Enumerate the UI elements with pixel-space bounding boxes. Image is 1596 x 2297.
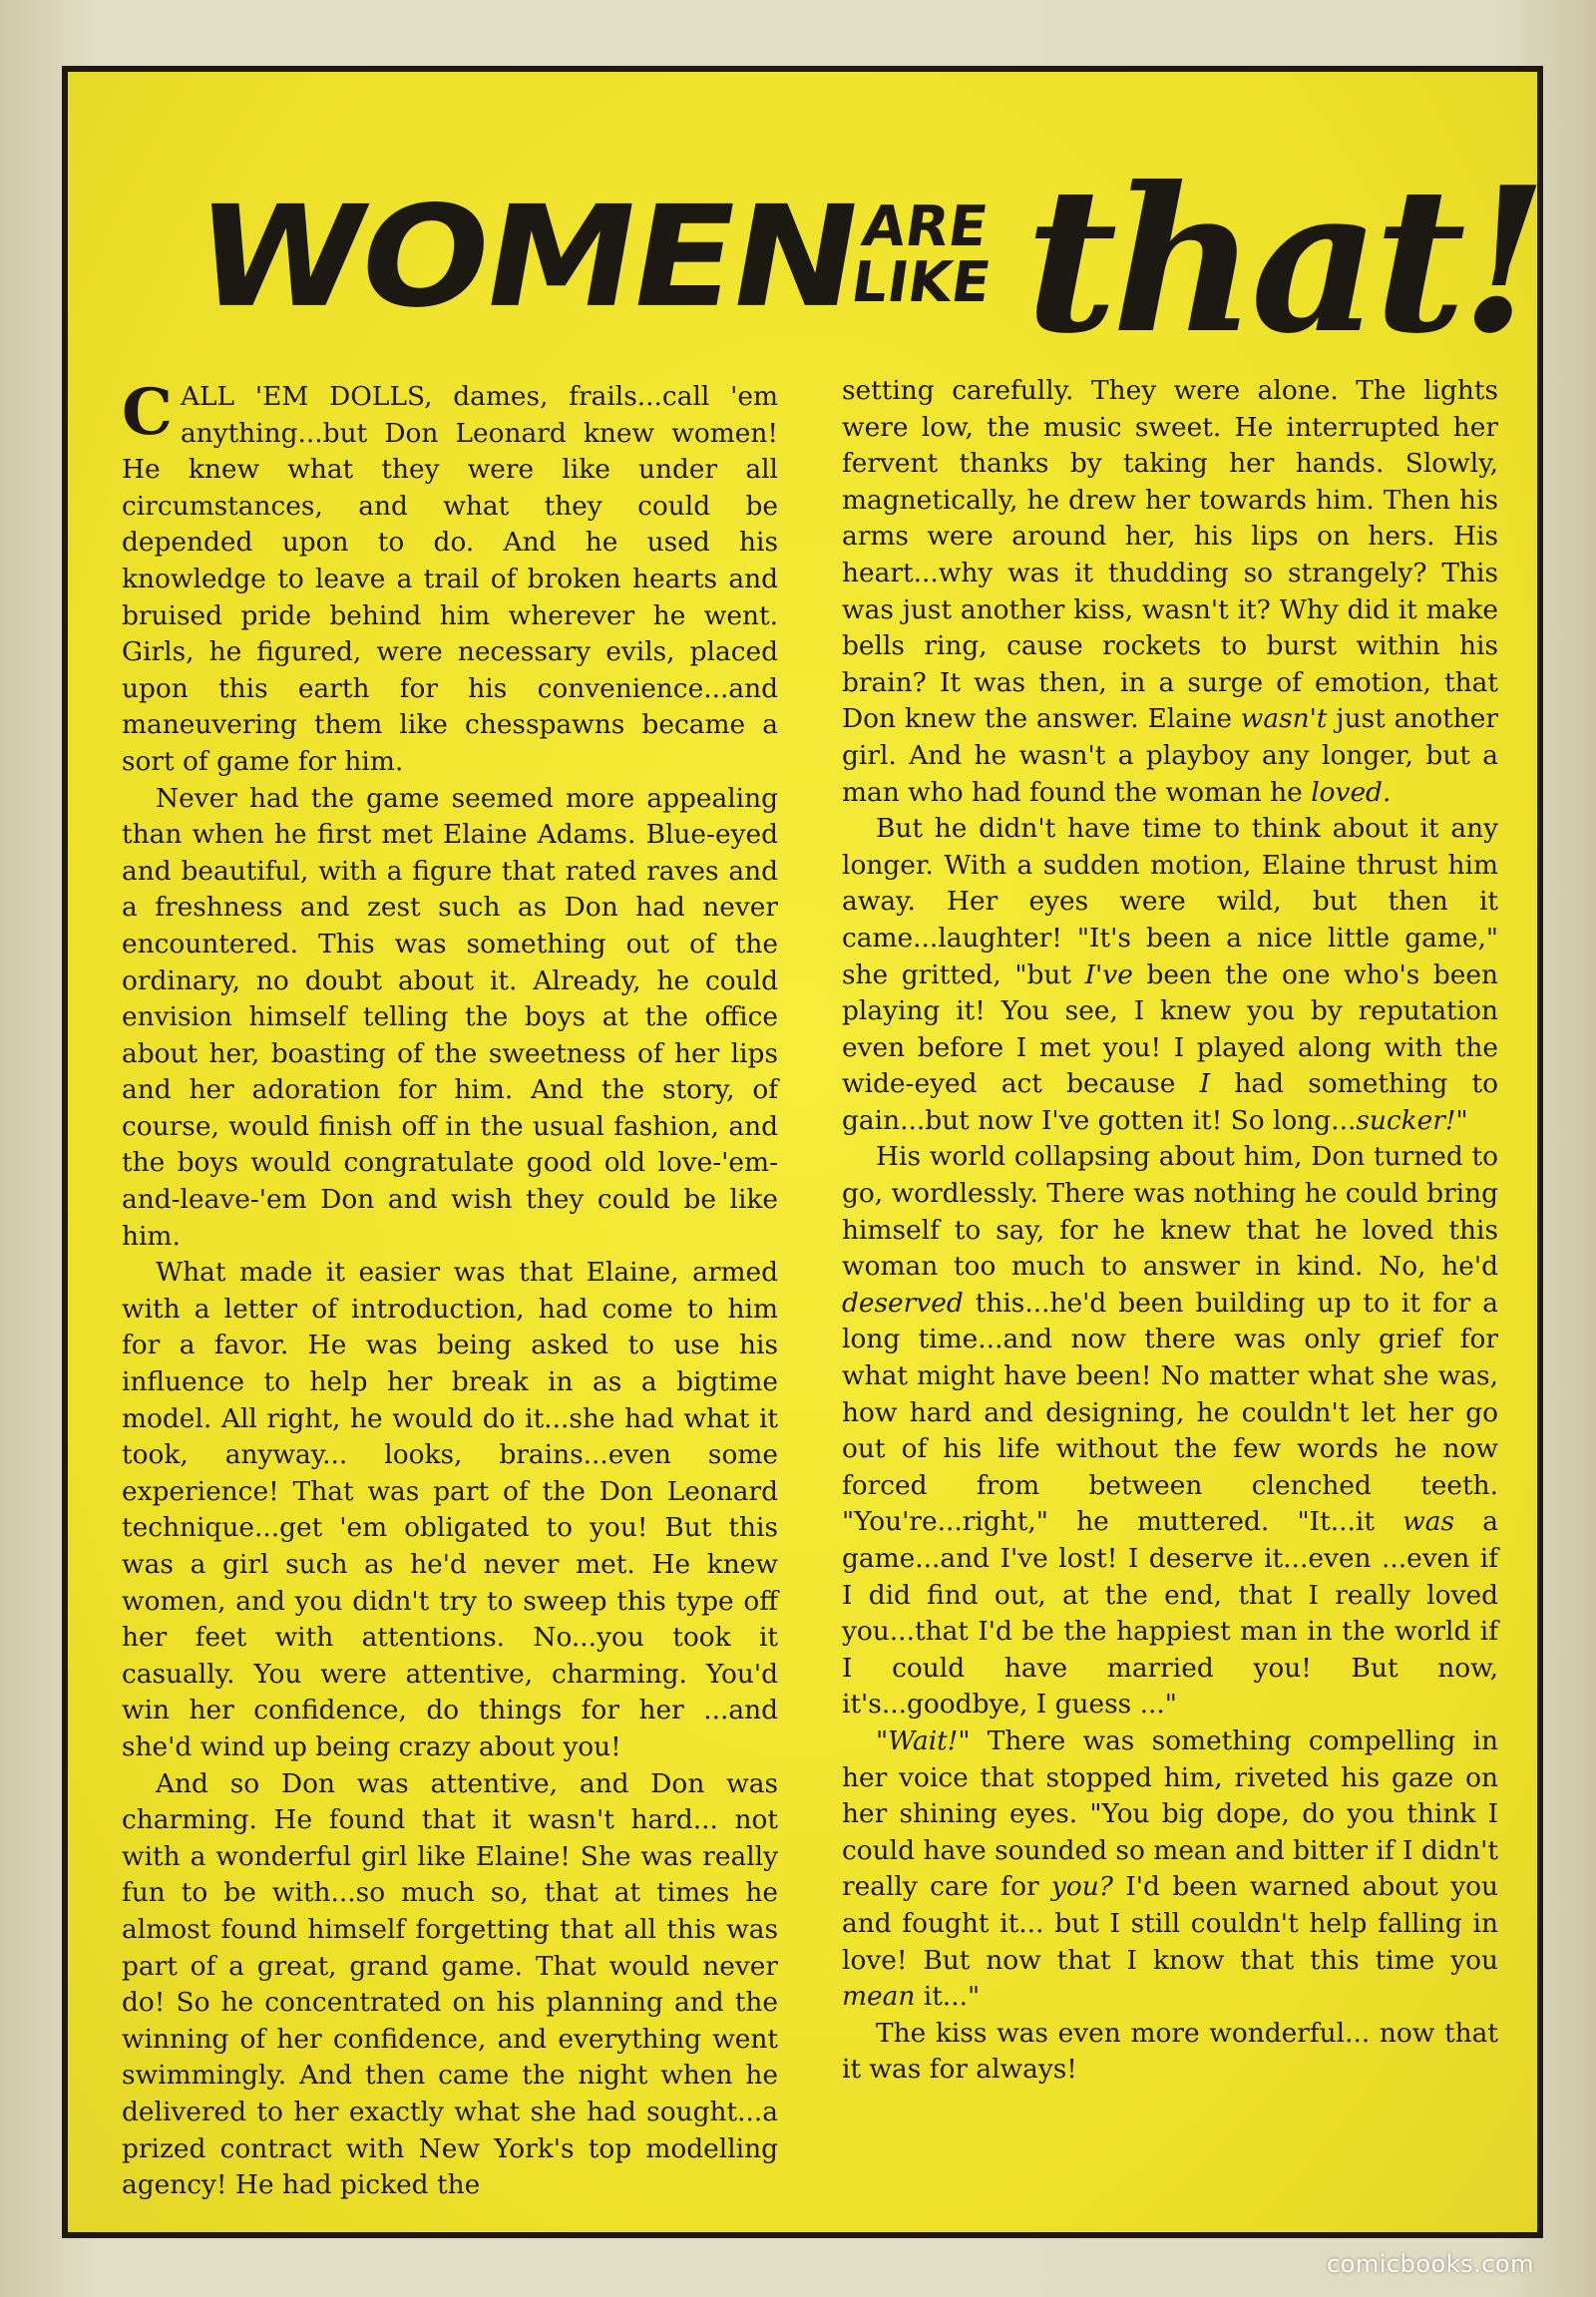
paragraph-text: setting carefully. They were alone. The lights were low, the music sweet. He interrupted her fervent thanks by taking her hands. Slowly, magnetically, he drew her towards him. Then his arms were around her, his lips on hers. His heart...why was it thudding so strangely? This was just another kiss, wasn't it? Why did it make bells ring, cause rockets to burst within his brain? It was then, in a surge of emotion, that Don knew the answer. Elaine — [842, 375, 1498, 735]
text-story-panel — [62, 66, 1543, 2238]
emphasis-text: was — [1402, 1506, 1455, 1538]
emphasis-text: wasn't — [1240, 703, 1328, 735]
paragraph-text: His world collapsing about him, Don turned to go, wordlessly. There was nothing he could bring himself to say, for he knew that he loved this woman too much to answer in kind. No, he'd — [842, 1141, 1498, 1283]
paragraph — [842, 811, 1498, 1139]
emphasis-text: loved. — [1311, 776, 1392, 808]
emphasis-text: you? — [1050, 1871, 1113, 1903]
drop-cap: C — [122, 375, 173, 450]
title-are-like — [847, 194, 995, 315]
paragraph: The kiss was even more wonderful... now that it was for always! — [842, 2017, 1498, 2086]
paragraph-text: But he didn't have time to think about it any longer. With a sudden motion, Elaine thrust him away. Her eyes were wild, but then it came...laughter! "It's been a nice little game," she gritted, "but — [842, 813, 1498, 990]
title-that: that! — [1025, 144, 1542, 378]
paragraph: And so Don was attentive, and Don was charming. He found that it wasn't hard... not with a wonderful girl like Elaine! She was really fun to be with...so much so, that at times he almost found himself forgetting that all this was part of a great, grand game. That would never do! So he concentrated on his planning and the winning of her confidence, and everything went swimmingly. And then came the night when he delivered to her exactly what she had sought...a prized contract with New York's top modelling agency! He had picked the — [122, 1767, 778, 2201]
emphasis-text: deserved — [842, 1287, 964, 1319]
emphasis-text: "Wait!" — [876, 1724, 971, 1756]
paragraph-text: this...he'd been building up to it for a long time...and now there was only grief for what might have been! No matter what she was, how hard and designing, he couldn't let her go out of his life without the few words he now forced from between clenched teeth. "You're...right," he muttered. "It...it — [842, 1287, 1499, 1538]
right-column — [842, 373, 1498, 2089]
paragraph: Never had the game seemed more appealing than when he first met Elaine Adams. Blue-eyed and beautiful, with a figure that rated raves and a freshness and zest such as Don had never encountered. This was something out of the ordinary, no doubt about it. Already, he could envision himself telling the boys at the office about her, boasting of the sweetness of her lips and her adoration for him. And the story, of course, would finish off in the usual fashion, and the boys would congratulate good old love-'em-and-leave-'em Don and wish they could be like him. — [122, 782, 778, 1252]
title-are: ARE — [858, 194, 992, 259]
story-columns — [122, 375, 1499, 2214]
paragraph-text: it..." — [923, 1981, 981, 2013]
paragraph-text: been the one who's been playing it! You see, I knew you by reputation even before I met you! I played along with the wide-eyed act because — [842, 958, 1499, 1100]
emphasis-text: mean — [842, 1981, 916, 2013]
paragraph-text: had something to gain...but now I've gotten it! So long... — [842, 1068, 1499, 1136]
paragraph-text: a game...and I've lost! I deserve it...even ...even if I did find out, at the end, that I really loved you...that I'd be the happiest man in the world if I could have married you! But now, it's...goodbye, I guess ..." — [842, 1506, 1499, 1721]
paragraph-text: ALL 'EM DOLLS, dames, frails...call 'em anything...but Don Leonard knew women! He knew what they were like under all circumstances, and what they could be depended upon to do. And he used his knowledge to leave a trail of broken hearts and bruised pride behind him wherever he went. Girls, he figured, were necessary evils, placed upon this earth for his convenience...and maneuvering them like chesspawns became a sort of game for him. — [122, 381, 778, 777]
paragraph-text: just another girl. And he wasn't a playboy any longer, but a man who had found the woman he — [842, 703, 1499, 808]
emphasis-text: I — [1199, 1068, 1211, 1100]
left-column — [122, 375, 778, 2204]
watermark: comicbooks.com — [1326, 2250, 1534, 2278]
paragraph — [122, 375, 778, 781]
paragraph — [842, 1139, 1498, 1723]
paragraph — [842, 373, 1498, 811]
paragraph: What made it easier was that Elaine, armed with a letter of introduction, had come to him for a favor. He was being asked to use his influence to help her break in as a bigtime model. All right, he would do it...she had what it took, anyway... looks, brains...even some experience! That was part of the Don Leonard technique...get 'em obligated to you! But this was a girl such as he'd never met. He knew women, and you didn't try to sweep this type off her feet with attentions. No...you took it casually. You were attentive, charming. You'd win her confidence, do things for her ...and she'd wind up being crazy about you! — [122, 1257, 778, 1762]
emphasis-text: sucker!" — [1356, 1104, 1468, 1136]
paragraph — [842, 1723, 1498, 2016]
paragraph-text: There was something compelling in her voice that stopped him, riveted his gaze on her shining eyes. "You big dope, do you think I could have sounded so mean and bitter if I didn't really care for — [842, 1724, 1498, 1903]
paragraph-text: I'd been warned about you and fought it... but I still couldn't help falling in love! But now that I know that this time you — [842, 1871, 1498, 1976]
story-title — [68, 122, 1542, 378]
emphasis-text: I've — [1084, 958, 1133, 990]
title-women: WOMEN — [183, 176, 870, 338]
title-like: LIKE — [847, 250, 995, 315]
